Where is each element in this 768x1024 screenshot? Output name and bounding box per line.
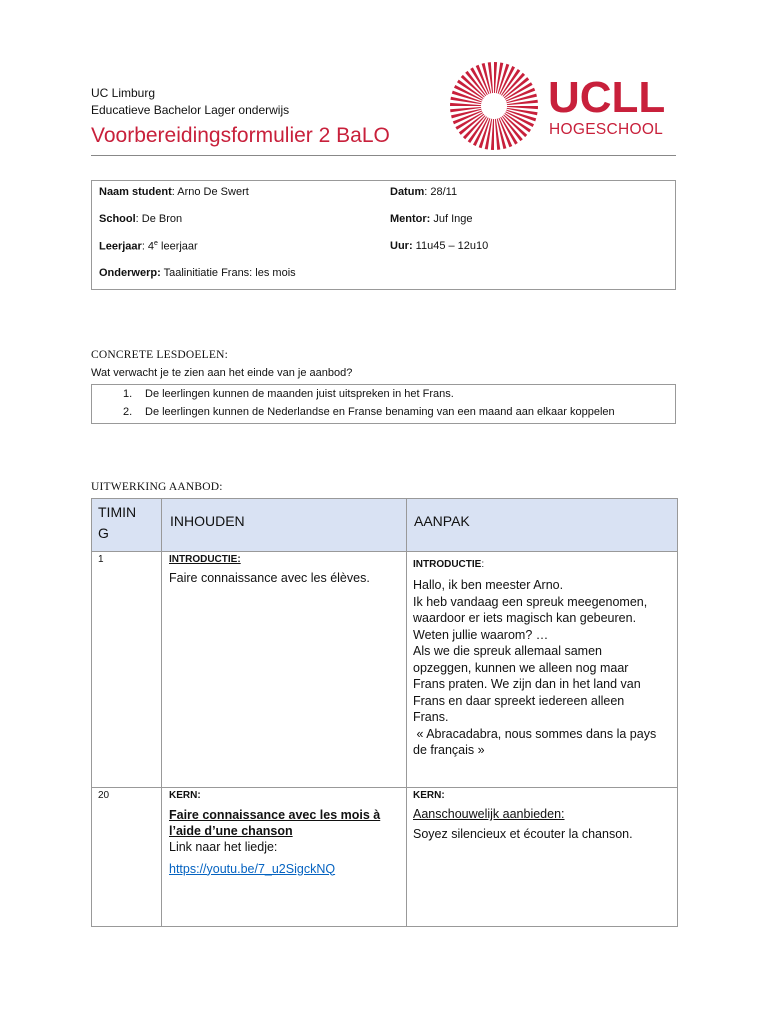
content-cell [162,552,407,788]
approach-text: Soyez silencieux et écouter la chanson. [413,826,633,841]
timing-cell: 1 [92,552,162,788]
content-section-label: KERN: [169,790,201,801]
date-field: Datum: 28/11 [390,186,458,198]
mentor-field: Mentor: Juf Inge [390,213,473,225]
goals-question: Wat verwacht je te zien aan het einde van je aanbod? [91,367,353,379]
approach-cell [407,788,678,927]
youtube-link[interactable]: https://youtu.be/7_u2SigckNQ [169,861,336,876]
student-name-field: Naam student: Arno De Swert [99,186,249,198]
goals-heading: CONCRETE LESDOELEN: [91,349,228,361]
approach-subheading: Aanschouwelijk aanbieden: [413,807,565,821]
logo-subtext: HOGESCHOOL [549,121,664,138]
logo-ray [488,62,493,93]
plan-heading: UITWERKING AANBOD: [91,481,223,493]
sunburst-logo-icon [446,60,686,152]
table-row [92,788,678,927]
page-title: Voorbereidingsformulier 2 BaLO [91,124,390,147]
logo-ray [507,100,538,105]
ucll-logo [446,60,686,152]
content-text: Faire connaissance avec les élèves. [169,571,370,585]
logo-ray [450,107,481,112]
school-field: School: De Bron [99,213,183,225]
header-divider [91,155,676,156]
timing-cell: 20 [92,788,162,927]
logo-ray [495,119,500,150]
table-header-row [92,499,678,552]
approach-section-label: KERN: [413,790,445,801]
content-link-label: Link naar het liedje: [169,840,278,854]
approach-text: Hallo, ik ben meester Arno. Ik heb vandaag een spreuk meegenomen, waardoor er iets magisch kan gebeuren. Weten jullie waarom? … Als we die spreuk allemaal samen opzeggen, kunnen we alleen nog maar Frans praten. We zijn dan in het land van Frans en daar spreekt iedereen alleen Frans. « Abracadabra, nous sommes dans la pays de français » [413,578,657,757]
hour-field: Uur: 11u45 – 12u10 [390,240,489,252]
approach-column-header: AANPAK [407,499,678,552]
goals-box [91,384,676,424]
grade-field: Leerjaar: 4e leerjaar [99,240,198,253]
goal-item: 2. De leerlingen kunnen de Nederlandse en Franse benaming van een maand aan elkaar koppelen [123,406,615,418]
approach-cell [407,552,678,788]
approach-section-label: INTRODUCTIE: [413,559,485,570]
content-section-label: INTRODUCTIE: [169,554,241,565]
goal-item: 1. De leerlingen kunnen de maanden juist uitspreken in het Frans. [123,388,454,400]
table-row [92,552,678,788]
program-name: Educatieve Bachelor Lager onderwijs [91,103,290,117]
subject-field: Onderwerp: Taalinitiatie Frans: les mois [99,267,296,279]
content-title: Faire connaissance avec les mois à l’aide d’une chanson [169,808,381,838]
student-info-box [91,180,676,290]
timing-column-header: TIMIN G [92,499,162,552]
institution-name: UC Limburg [91,86,156,100]
content-column-header: INHOUDEN [162,499,407,552]
logo-text: UCLL [548,73,666,122]
lesson-plan-table [91,498,678,927]
content-cell [162,788,407,927]
